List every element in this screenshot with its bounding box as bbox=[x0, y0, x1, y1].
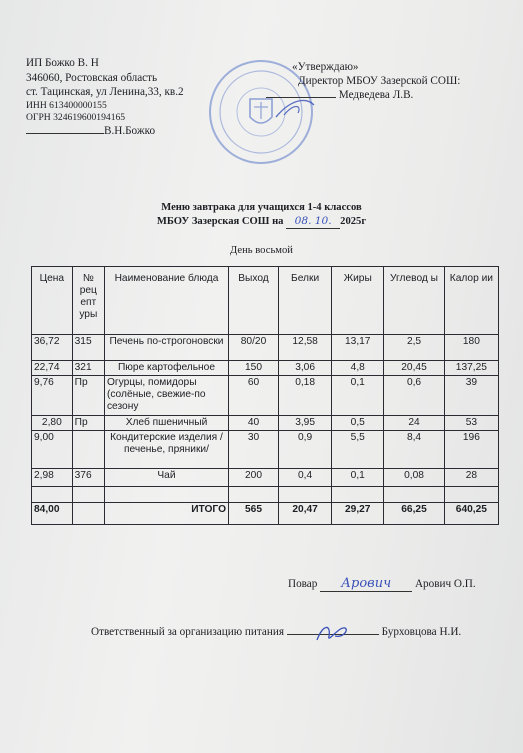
cell-protein: 12,58 bbox=[279, 335, 332, 361]
cell-total-price: 84,00 bbox=[32, 503, 73, 525]
table-row bbox=[32, 431, 499, 469]
cell-carbs: 2,5 bbox=[384, 335, 444, 361]
director-name: Медведева Л.В. bbox=[338, 89, 414, 101]
school-name: МБОУ Зазерская СОШ на bbox=[156, 215, 284, 227]
cell-carbs: 24 bbox=[384, 416, 444, 431]
cell-total-recipe bbox=[72, 503, 104, 525]
cell-dish: Огурцы, помидоры (солёные, свежие-по сезону bbox=[104, 376, 228, 416]
cell-total-carbs: 66,25 bbox=[384, 503, 444, 525]
cell-calories: 137,25 bbox=[444, 361, 498, 376]
approve-label: «Утверждаю» bbox=[292, 61, 359, 73]
responsible-name: Бурховцова Н.И. bbox=[381, 626, 462, 638]
menu-table bbox=[31, 266, 499, 525]
cell-protein: 0,9 bbox=[279, 431, 332, 469]
supplier-address: ст. Тацинская, ул Ленина,33, кв.2 bbox=[26, 86, 184, 99]
cell-portion: 30 bbox=[229, 431, 279, 469]
cell-protein: 0,4 bbox=[279, 469, 332, 487]
cell-calories: 39 bbox=[444, 376, 498, 416]
cell-price: 9,00 bbox=[32, 431, 73, 469]
cell-dish: Пюре картофельное bbox=[104, 361, 228, 376]
cook-signature: Арович bbox=[320, 576, 412, 592]
table-row bbox=[32, 335, 499, 361]
cell-portion: 60 bbox=[229, 376, 279, 416]
cell-price: 2,98 bbox=[32, 469, 73, 487]
cell-dish: Кондитерские изделия /печенье, пряники/ bbox=[104, 431, 228, 469]
day-label: День восьмой bbox=[230, 245, 293, 256]
cell-fat bbox=[332, 487, 384, 503]
col-header-recipe: № рец епт уры bbox=[72, 267, 104, 335]
director-signature-line bbox=[266, 88, 460, 102]
cell-fat: 5,5 bbox=[332, 431, 384, 469]
cook-signature-line bbox=[288, 576, 476, 592]
cell-protein bbox=[279, 487, 332, 503]
cell-calories: 28 bbox=[444, 469, 498, 487]
cell-calories: 180 bbox=[444, 335, 498, 361]
table-row bbox=[32, 469, 499, 487]
responsible-label: Ответственный за организацию питания bbox=[91, 626, 284, 638]
col-header-portion: Выход bbox=[229, 267, 279, 335]
responsible-signature bbox=[287, 634, 379, 635]
table-row bbox=[32, 361, 499, 376]
cell-recipe: 376 bbox=[72, 469, 104, 487]
cell-recipe: 315 bbox=[72, 335, 104, 361]
cell-carbs: 0,6 bbox=[384, 376, 444, 416]
cell-portion: 80/20 bbox=[229, 335, 279, 361]
cell-calories: 196 bbox=[444, 431, 498, 469]
supplier-block bbox=[26, 56, 184, 138]
cell-fat: 13,17 bbox=[332, 335, 384, 361]
cell-carbs: 20,45 bbox=[384, 361, 444, 376]
cell-total-portion: 565 bbox=[229, 503, 279, 525]
col-header-protein: Белки bbox=[279, 267, 332, 335]
cell-fat: 0,5 bbox=[332, 416, 384, 431]
cell-fat: 0,1 bbox=[332, 469, 384, 487]
table-row-empty bbox=[32, 487, 499, 503]
cell-total-label: ИТОГО bbox=[104, 503, 228, 525]
cell-dish: Печень по-строгоновски bbox=[104, 335, 228, 361]
cell-portion bbox=[229, 487, 279, 503]
menu-title-line2 bbox=[0, 215, 523, 230]
responsible-signature-scribble bbox=[313, 622, 353, 646]
cell-carbs bbox=[384, 487, 444, 503]
col-header-price: Цена bbox=[32, 267, 73, 335]
menu-title-line1: Меню завтрака для учащихся 1-4 классов bbox=[161, 202, 362, 213]
cell-recipe: 321 bbox=[72, 361, 104, 376]
cell-dish bbox=[104, 487, 228, 503]
cell-dish: Хлеб пшеничный bbox=[104, 416, 228, 431]
supplier-inn: ИНН 613400000155 bbox=[26, 99, 107, 111]
cell-dish: Чай bbox=[104, 469, 228, 487]
cell-price: 9,76 bbox=[32, 376, 73, 416]
cell-portion: 40 bbox=[229, 416, 279, 431]
table-total-row bbox=[32, 503, 499, 525]
supplier-region: 346060, Ростовская область bbox=[26, 71, 158, 84]
supplier-signer: В.Н.Божко bbox=[104, 124, 156, 137]
cell-total-protein: 20,47 bbox=[279, 503, 332, 525]
cell-recipe: Пр bbox=[72, 416, 104, 431]
cell-fat: 0,1 bbox=[332, 376, 384, 416]
cell-recipe bbox=[72, 487, 104, 503]
responsible-signature-line bbox=[91, 626, 461, 638]
cell-protein: 3,06 bbox=[279, 361, 332, 376]
supplier-signature-line bbox=[26, 124, 184, 139]
year: 2025г bbox=[340, 215, 367, 227]
table-row bbox=[32, 416, 499, 431]
cell-calories bbox=[444, 487, 498, 503]
approval-block bbox=[266, 60, 460, 102]
supplier-ogrn: ОГРН 324619600194165 bbox=[26, 111, 126, 123]
cook-name: Арович О.П. bbox=[414, 578, 476, 590]
cell-protein: 3,95 bbox=[279, 416, 332, 431]
cell-carbs: 8,4 bbox=[384, 431, 444, 469]
col-header-calories: Калор ии bbox=[444, 267, 498, 335]
cell-calories: 53 bbox=[444, 416, 498, 431]
cell-total-calories: 640,25 bbox=[444, 503, 498, 525]
director-title: Директор МБОУ Зазерской СОШ: bbox=[298, 75, 461, 87]
col-header-fat: Жиры bbox=[332, 267, 384, 335]
supplier-name: ИП Божко В. Н bbox=[26, 57, 99, 69]
handwritten-date: 08. 10. bbox=[286, 215, 340, 230]
col-header-dish: Наименование блюда bbox=[104, 267, 228, 335]
cell-portion: 200 bbox=[229, 469, 279, 487]
cell-portion: 150 bbox=[229, 361, 279, 376]
menu-title bbox=[0, 201, 523, 229]
table-header-row bbox=[32, 267, 499, 335]
cell-protein: 0,18 bbox=[279, 376, 332, 416]
cell-total-fat: 29,27 bbox=[332, 503, 384, 525]
cell-carbs: 0,08 bbox=[384, 469, 444, 487]
cell-price: 22,74 bbox=[32, 361, 73, 376]
table-row bbox=[32, 376, 499, 416]
cell-price: 36,72 bbox=[32, 335, 73, 361]
cell-recipe bbox=[72, 431, 104, 469]
cell-price bbox=[32, 487, 73, 503]
cell-fat: 4,8 bbox=[332, 361, 384, 376]
cell-recipe: Пр bbox=[72, 376, 104, 416]
cook-label: Повар bbox=[288, 578, 318, 590]
cell-price: 2,80 bbox=[32, 416, 73, 431]
col-header-carbs: Углевод ы bbox=[384, 267, 444, 335]
